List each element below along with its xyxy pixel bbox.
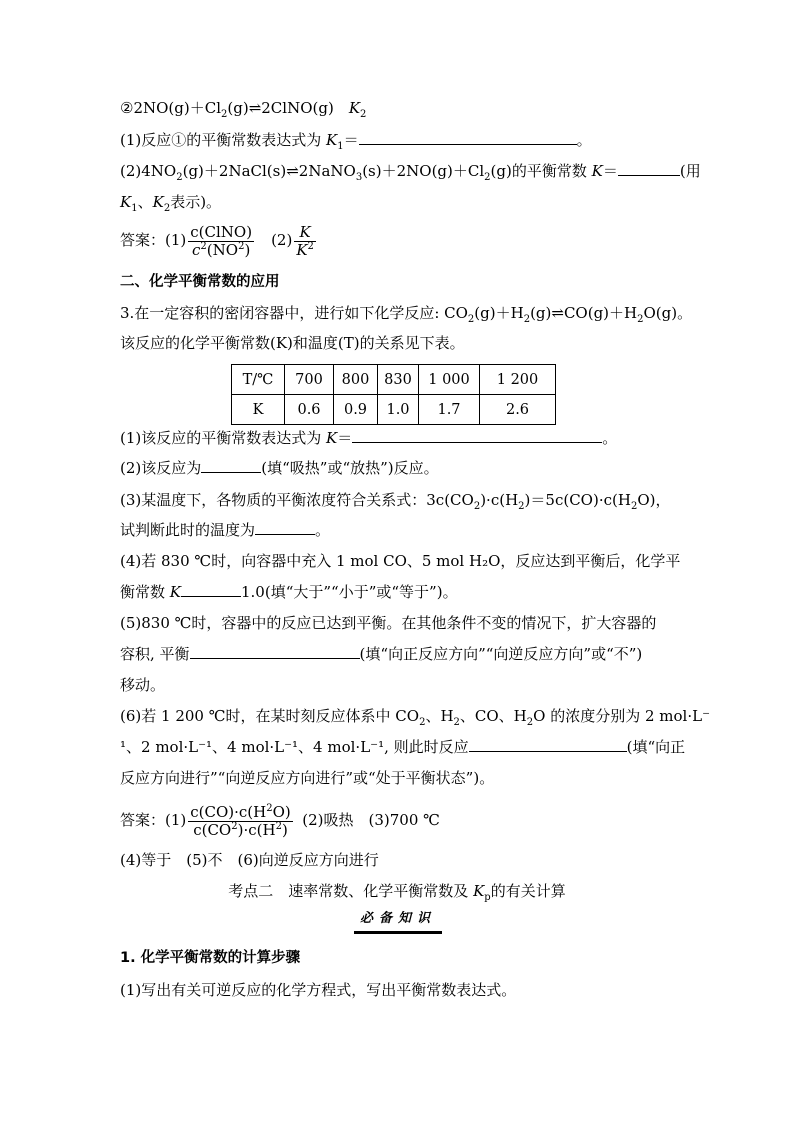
answer-blank [359,130,577,145]
table-cell: T/℃ [232,365,285,395]
section-heading: 二、化学平衡常数的应用 [120,274,280,290]
equation-2: $②2NO(g)+Cl_2(g)\rightleftharpoons 2ClNO(g)$ $K_2$ [120,99,367,120]
sub-question-3: (3)某温度下，各物质的平衡浓度符合关系式：$3c(CO_2)\cdot c(H_2)=5c(CO)\cdot c(H_2O)$， [120,491,671,512]
answer-blank [181,582,241,597]
sub-question-4: (4)若 830 ℃时，向容器中充入 1 mol CO、5 mol H₂O，反应达到平衡后，化学平 [120,552,681,570]
table-cell: 0.9 [334,395,378,425]
answer-blank [618,161,680,176]
sub-question-5: (5)830 ℃时，容器中的反应已达到平衡。在其他条件不变的情况下，扩大容器的 [120,614,657,632]
sub-question-6: (6)若 1 200 ℃时，在某时刻反应体系中 $CO_2$、$H_2$、CO、$H_2O$ 的浓度分别为 2 mol·L⁻ [120,707,710,728]
question-1: (1)反应①的平衡常数表达式为 $K_1=$ 。 [120,131,592,152]
sub-question-3-cont: 试判断此时的温度为 。 [120,521,331,539]
topic-heading: 考点二 速率常数、化学平衡常数及 $K_p$的有关计算 [228,882,566,903]
fraction: $\frac{K}{K^2}$ [296,222,314,259]
answer-2-cont: (4)等于 (5)不 (6)向逆反应方向进行 [120,851,379,869]
sub-question-6-cont: ¹、2 mol·L⁻¹、4 mol·L⁻¹、4 mol·L⁻¹, 则此时反应 (填“向正 [120,738,686,756]
sub-question-5-cont: 容积, 平衡 (填“向正反应方向”“向逆反应方向”或“不”) [120,645,643,663]
question-3: 3.在一定容积的密闭容器中，进行如下化学反应: $CO_2(g)+H_2(g)\rightleftharpoons CO(g)+H_2O(g)$。 [120,304,693,325]
answer-blank [352,428,602,443]
answer-blank [201,458,261,473]
fraction: $\frac{c(CO)\cdot c(H^2O)}{c(CO^2)\cdot c(H^2)}$ [190,802,291,839]
step-1: (1)写出有关可逆反应的化学方程式，写出平衡常数表达式。 [120,981,517,999]
answer-blank [190,644,360,659]
answer-2: 答案：(1) $\frac{c(CO)\cdot c(H^2O)}{c(CO^2)\cdot c(H^2)}$ (2)吸热 (3)700 ℃ [120,802,440,839]
table-cell: K [232,395,285,425]
step-heading: 1. 化学平衡常数的计算步骤 [120,950,301,966]
table-cell: 1.0 [378,395,419,425]
sub-question-6-end: 反应方向进行”“向逆反应方向进行”或“处于平衡状态”)。 [120,769,495,787]
question-2-cont: $K_1$、$K_2$表示)。 [120,193,222,214]
sub-question-1: (1)该反应的平衡常数表达式为 K＝ 。 [120,429,618,447]
table-cell: 0.6 [285,395,334,425]
sub-question-2: (2)该反应为 (填“吸热”或“放热”)反应。 [120,459,439,477]
table-cell: 1 200 [480,365,556,395]
table-cell: 2.6 [480,395,556,425]
essential-knowledge-banner: 必备知识 [354,908,442,934]
answer-1: 答案：(1) $\frac{\text{c(ClNO)}}{c^2(NO^2)}$ (2) $\frac{K}{K^2}$ [120,222,314,259]
table-cell: 800 [334,365,378,395]
sub-question-5-end: 移动。 [120,676,166,694]
fraction: $\frac{\text{c(ClNO)}}{c^2(NO^2)}$ [190,222,253,259]
answer-blank [255,520,315,535]
table-cell: 700 [285,365,334,395]
question-3-cont: 该反应的化学平衡常数(K)和温度(T)的关系见下表。 [120,334,465,352]
table-cell: 1.7 [419,395,480,425]
k-temperature-table [231,364,556,425]
table-cell: 830 [378,365,419,395]
table-row [232,365,556,395]
table-row [232,395,556,425]
table-cell: 1 000 [419,365,480,395]
sub-question-4-cont: 衡常数 K 1.0(填“大于”“小于”或“等于”)。 [120,583,458,601]
answer-blank [469,737,627,752]
question-2: $(2)4NO_2(g)+2NaCl(s)\rightleftharpoons 2NaNO_3(s)+2NO(g)+Cl_2(g)$的平衡常数 K＝ (用 [120,162,701,183]
